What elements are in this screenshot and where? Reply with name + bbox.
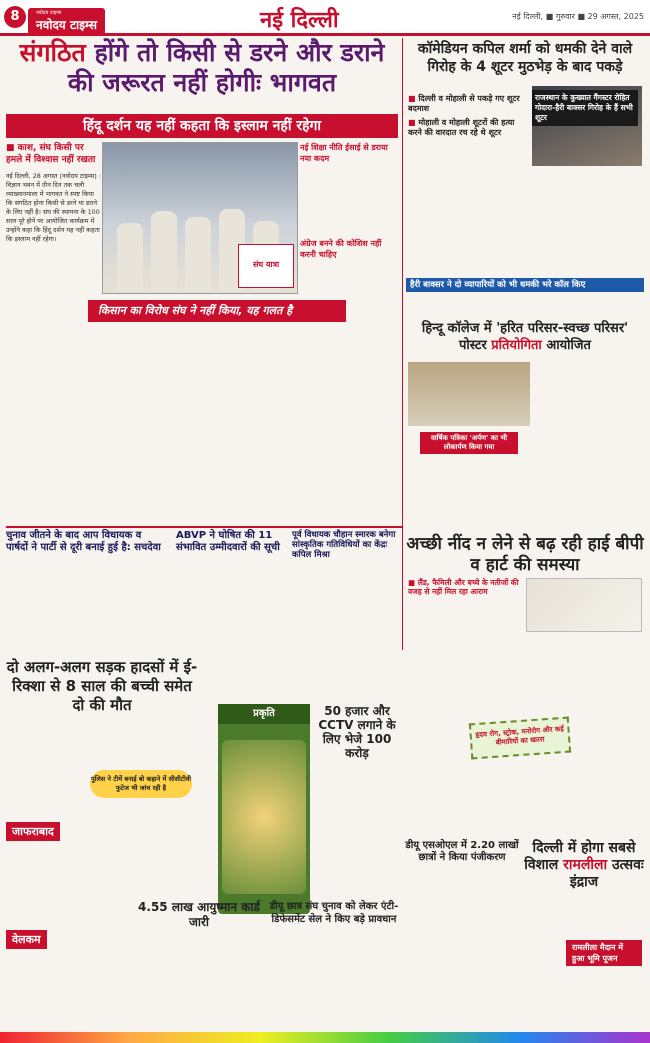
brand-logo [28, 8, 105, 35]
hindu-college-headline [406, 320, 644, 354]
brand-name: नवोदय टाइम्स [36, 18, 98, 32]
column-divider [402, 38, 403, 650]
lead-bullet-text: ■ काश, संघ किसी पर हमले में विश्वास नहीं रखता [6, 143, 96, 165]
chauhan-headline: पूर्व विधायक चौहान स्मारक बनेगा सांस्कृतिक गतिविधियों का केंद्रः कपिल मिश्रा [292, 530, 396, 560]
ramleela-headline [524, 840, 644, 891]
lead-headline [6, 38, 398, 98]
photo-person [117, 223, 143, 293]
dateline: नई दिल्ली, ■ गुरुवार ■ 29 अगस्त, 2025 [512, 12, 644, 21]
side-head-2: अंग्रेज बनने की कोशिश नहीं करनी चाहिए [300, 239, 382, 259]
police-pill: पुलिस ने टीमें बनाई बो कहाने में सीसीटीवी फुटेज भी जांच रही है [90, 770, 192, 798]
location-jafrabad: जाफराबाद [6, 822, 60, 841]
lead-headline-highlight: संगठित [19, 38, 86, 67]
sachdeva-headline: चुनाव जीतने के बाद आप विधायक व पार्षदों ने पार्टी से दूरी बनाई हुई है: सचदेवा [6, 530, 161, 553]
cctv-headline: 50 हजार और CCTV लगाने के लिए भेजे 100 करोड़ [318, 704, 396, 760]
ram-head-1: दिल्ली में होगा सबसे विशाल [524, 840, 636, 873]
erickshaw-headline: दो अलग-अलग सड़क हादसों में ई-रिक्शा से 8 साल की बच्ची समेत दो की मौत [6, 658, 198, 714]
hc-head-2: प्रतियोगिता [491, 338, 542, 353]
lead-headline-rest: होंगे तो किसी से डरने और डराने की जरूरत नहीं होगीः भागवत [67, 38, 385, 97]
butterfly-photo [222, 740, 306, 894]
abvp-headline: ABVP ने घोषित की 11 संभावित उम्मीदवारों की सूची [176, 530, 280, 553]
kapil-blue-strip: हैरी बाक्सर ने दो व्यापारियों को भी धमकी भरे कॉल किए [406, 278, 644, 292]
sangh-yatra-logo: संघ यात्रा [238, 244, 294, 288]
lead-body: नई दिल्ली, 28 अगस्त (नवोदय टाइम्स) : विज्ञान भवन में तीन दिन तक चली व्याख्यानमाला में भागवत ने स्पष्ट किया कि संगठित होना किसी से डरने या डराने के लिए नहीं है। संघ की स्थापना के 100 साल पूरे होने पर आयोजित कार्यक्रम में उन्होंने कहा कि हिंदू दर्शन यह नहीं कहता कि इस्लाम नहीं रहेगा। [6, 172, 101, 243]
kapil-photo-caption: राजस्थान के कुख्यात गैंगस्टर रोहित गोदारा-हैरी बाक्सर गिरोह के हैं सभी शूटर [532, 90, 638, 126]
du-election-headline: डीयू छात्र संघ चुनाव को लेकर एंटी-डिफेसमेंट सेल ने किए बड़े प्रावधान [269, 901, 399, 925]
kapil-bullet: ■ दिल्ली व मोहाली से पकड़े गए शूटर बदमाश [408, 94, 528, 114]
hc-head-3: आयोजित [541, 338, 591, 353]
sleep-headline: अच्छी नींद न लेने से बढ़ रही हाई बीपी व हार्ट की समस्या [406, 534, 644, 575]
location-welcome: वेलकम [6, 930, 47, 949]
side-body [300, 168, 398, 238]
ayushman-headline: 4.55 लाख आयुष्मान कार्ड जारी [138, 900, 260, 929]
lead-quote: किसान का विरोध संघ ने नहीं किया, यह गलत है [88, 300, 346, 322]
page-number: 8 [4, 6, 26, 28]
footer-strip [0, 1032, 650, 1043]
hc-head-1: हिन्दू कॉलेज में 'हरित परिसर-स्वच्छ परिसर' पोस्टर [421, 321, 629, 353]
lead-side-column [300, 142, 398, 260]
photo-person [151, 211, 177, 293]
kapil-bullets [408, 94, 528, 142]
lead-subhead: हिंदू दर्शन यह नहीं कहता कि इस्लाम नहीं रहेगा [6, 114, 398, 138]
brand-tag: नवोदय टाइम्स [36, 10, 62, 16]
photo-person [185, 217, 211, 293]
lead-bullet [6, 142, 102, 310]
ramleela-tag: रामलीला मैदान में हुआ भूमि पूजन [566, 940, 642, 966]
ram-head-3: उत्सवः इंद्राज [569, 857, 644, 890]
nature-tag: प्रकृति [218, 704, 310, 724]
edition-title: नई दिल्ली [260, 8, 339, 33]
hindu-college-caption: वार्षिक पत्रिका 'अर्पण' का भी लोकार्पण किया गया [420, 432, 518, 454]
kapil-headline: कॉमेडियन कपिल शर्मा को धमकी देने वाले गिरोह के 4 शूटर मुठभेड़ के बाद पकड़े [417, 41, 633, 75]
sleep-photo [526, 578, 642, 632]
sleep-bullets: ■ लैंड, फैमिली और बच्चे के नतीजों की वजह से नहीं मिल रहा आराम [408, 578, 519, 596]
kapil-bullet: ■ मोहाली व मोहाली शूटरों की हत्या करने की वारदात रच रहे थे शूटर [408, 118, 528, 138]
du-registration-headline: डीयू एसओएल में 2.20 लाखों छात्रों ने किया पंजीकरण [405, 840, 519, 863]
sleep-badge: हृदय रोग, स्ट्रोक, मनोरोग और कई बीमारियों का खतरा [469, 717, 571, 760]
section-divider [6, 526, 402, 528]
ram-head-2: रामलीला [563, 857, 608, 873]
masthead [0, 0, 650, 36]
side-head: नई शिक्षा नीति ईसाई से डराया नया कदम [300, 143, 388, 163]
hindu-college-photo [408, 362, 530, 426]
